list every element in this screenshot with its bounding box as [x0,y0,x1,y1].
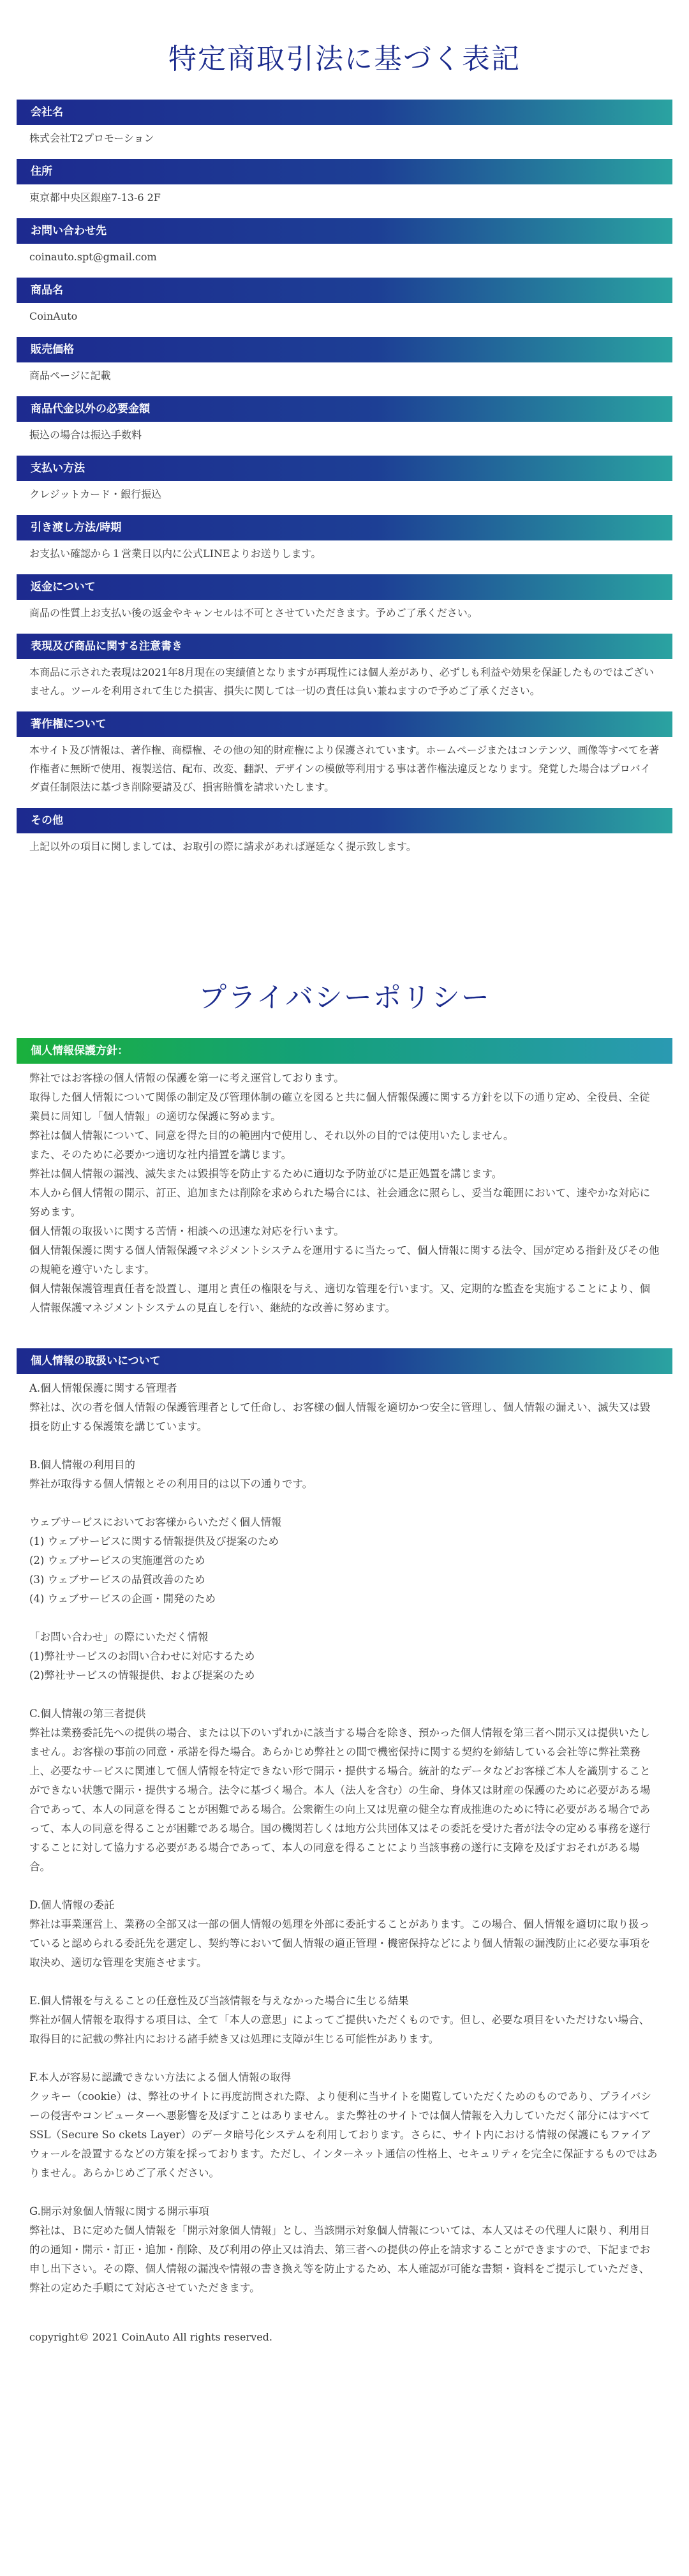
tokusho-title: 特定商取引法に基づく表記 [168,43,521,75]
tokusho-value: お支払い確認から１営業日以内に公式LINEよりお送りします。 [29,547,322,560]
policy-line: 個人情報保護に関する個人情報保護マネジメントシステムを運用するに当たって、個人情報に関する法令、国が定める指針及びその他の規範を遵守いたします。 [29,1244,660,1276]
handling-block-text: (1)弊社サービスのお問い合わせに対応するため [29,1650,255,1662]
policy-body [17,1064,672,1324]
handling-block-text: 弊社は、次の者を個人情報の保護管理者として任命し、お客様の個人情報を適切かつ安全に管理し、個人情報の漏えい、滅失又は毀損を防止する保護策を講じています。 [29,1401,651,1433]
tokusho-label: 表現及び商品に関する注意書き [17,634,672,659]
tokusho-label: 商品名 [17,278,672,303]
handling-block-title: D.個人情報の委託 [29,1899,115,1911]
tokusho-value: クレジットカード・銀行振込 [29,488,162,500]
tokusho-label: お問い合わせ先 [17,218,672,244]
handling-block-text: 弊社が個人情報を取得する項目は、全て「本人の意思」によってご提供いただくものです。但し、必要な項目をいただけない場合、取得目的に記載の弊社内における諸手続き又は処理に支障が生じる可能性があります。 [29,2014,650,2045]
policy-line: また、そのために必要かつ適切な社内措置を講じます。 [29,1149,292,1161]
policy-line: 弊社は個人情報の漏洩、滅失または毀損等を防止するために適切な予防並びに是正処置を講じます。 [29,1168,503,1180]
handling-block-text: 弊社は業務委託先への提供の場合、または以下のいずれかに該当する場合を除き、預かった個人情報を第三者へ開示又は提供いたしません。お客様の事前の同意・承諾を得た場合。あらかじめ弊社との間で機密保持に関する契約を締結している会社等に弊社業務上、必要なサービスに関連して個人情報を特定できない形で開示・提供する場合。統計的なデータなどお客様ご本人を識別することができない状態で開示・提供する場合。法令に基づく場合。本人（法人を含む）の生命、身体又は財産の保護のために必要がある場合であって、本人の同意を得ることが困難である場合。公衆衛生の向上又は児童の健全な育成推進のために特に必要がある場合であって、本人の同意を得ることが困難である場合。国の機関若しくは地方公共団体又はその委託を受けた者が法令の定める事務を遂行することに対して協力する必要がある場合であって、本人の同意を得ることにより当該事務の遂行に支障を及ぼすおそれがある場合。 [29,1727,651,1873]
handling-block-text: 弊社は、Ｂに定めた個人情報を「開示対象個人情報」とし、当該開示対象個人情報については、本人又はその代理人に限り、利用目的の通知・開示・訂正・追加・削除、及び利用の停止又は消去、第三者への提供の停止を請求することができますので、下記までお申し出下さい。その際、個人情報の漏洩や情報の書き換え等を防止するため、本人確認が可能な書類・資料をご提示していただき、弊社の定めた手順にて対応させていただきます。 [29,2224,651,2294]
handling-block-title: B.個人情報の利用目的 [29,1459,135,1471]
tokusho-label: 支払い方法 [17,456,672,481]
handling-block-text: 弊社が取得する個人情報とその利用目的は以下の通りです。 [29,1478,313,1490]
policy-line: 本人から個人情報の開示、訂正、追加または削除を求められた場合には、社会通念に照らし、妥当な範囲において、速やかな対応に努めます。 [29,1187,651,1218]
tokusho-label: 返金について [17,574,672,600]
tokusho-label: 引き渡し方法/時期 [17,515,672,540]
handling-block-title: F.本人が容易に認識できない方法による個人情報の取得 [29,2071,292,2083]
policy-line: 個人情報保護管理責任者を設置し、運用と責任の権限を与え、適切な管理を行います。又、定期的な監査を実施することにより、個人情報保護マネジメントシステムの見直しを行い、継続的な改善に努めます。 [29,1283,651,1314]
handling-block-text: クッキー（cookie）は、弊社のサイトに再度訪問された際、より便利に当サイトを閲覧していただくためのものであり、プライバシーの侵害やコンピューターへ悪影響を及ぼすことはありません。また弊社のサイトでは個人情報を入力していただく部分にはすべてSSL（Secure So ckets Layer）のデータ暗号化システムを利用しております。さらに、サイト内における情報の保護にもファイアウォールを設置するなどの方策を採っております。ただし、インターネット通信の性格上、セキュリティを完全に保証するものではありません。あらかじめご了承ください。 [29,2090,658,2179]
tokusho-section [17,0,672,862]
handling-block-text: 弊社は事業運営上、業務の全部又は一部の個人情報の処理を外部に委託することがあります。この場合、個人情報を適切に取り扱っていると認められる委託先を選定し、契約等において個人情報の適正管理・機密保持などにより個人情報の漏洩防止に必要な事項を取決め、適切な管理を実施させます。 [29,1918,651,1969]
tokusho-label: 会社名 [17,100,672,125]
tokusho-value: 振込の場合は振込手数料 [29,429,142,441]
tokusho-label: 販売価格 [17,337,672,362]
tokusho-value: coinauto.spt@gmail.com [29,251,157,263]
tokusho-value: CoinAuto [29,310,78,322]
tokusho-value: 本商品に示された表現は2021年8月現在の実績値となりますが再現性には個人差があり、必ずしも利益や効果を保証したものではございません。ツールを利用されて生じた損害、損失に関しては一切の責任は負い兼ねますので予めご了承ください。 [29,666,654,697]
handling-block-title: G.開示対象個人情報に関する開示事項 [29,2205,209,2217]
tokusho-label: 住所 [17,159,672,184]
handling-block-text: (3) ウェブサービスの品質改善のため [29,1574,205,1586]
policy-heading: 個人情報保護方針： [17,1038,672,1064]
tokusho-list [17,100,672,862]
handling-body [17,1374,672,2304]
policy-line: 弊社ではお客様の個人情報の保護を第一に考え運営しております。 [29,1072,344,1084]
handling-block-title: A.個人情報保護に関する管理者 [29,1382,177,1394]
handling-block-title: ウェブサービスにおいてお客様からいただく個人情報 [29,1516,282,1528]
handling-block-text: (2) ウェブサービスの実施運営のため [29,1554,205,1567]
tokusho-value: 東京都中央区銀座7-13-6 2F [29,191,161,204]
handling-block-title: 「お問い合わせ」の際にいただく情報 [29,1631,209,1643]
copyright: copyright© 2021 CoinAuto All rights reserved. [29,2331,273,2343]
handling-heading: 個人情報の取扱いについて [17,1348,672,1374]
handling-block-text: (1) ウェブサービスに関する情報提供及び提案のため [29,1535,279,1547]
handling-block-title: E.個人情報を与えることの任意性及び当該情報を与えなかった場合に生じる結果 [29,1995,409,2007]
handling-block-title: C.個人情報の第三者提供 [29,1708,146,1720]
tokusho-label: 著作権について [17,711,672,737]
policy-line: 弊社は個人情報について、同意を得た目的の範囲内で使用し、それ以外の目的では使用いたしません。 [29,1129,514,1142]
privacy-title: プライバシーポリシー [198,981,491,1014]
tokusho-value: 本サイト及び情報は、著作権、商標権、その他の知的財産権により保護されています。ホームページまたはコンテンツ、画像等すべてを著作権者に無断で使用、複製送信、配布、改変、翻訳、デザインの模倣等利用する事は著作権法違反となります。発覚した場合はプロバイダ責任制限法に基づき削除要請及び、損害賠償を請求いたします。 [29,744,660,793]
policy-line: 個人情報の取扱いに関する苦情・相談への迅速な対応を行います。 [29,1225,344,1237]
tokusho-label: その他 [17,808,672,833]
tokusho-value: 株式会社T2プロモーション [29,132,154,144]
policy-line: 取得した個人情報について関係の制定及び管理体制の確立を図ると共に個人情報保護に関する方針を以下の通り定め、全役員、全従業員に周知し「個人情報」の適切な保護に努めます。 [29,1091,650,1122]
tokusho-label: 商品代金以外の必要金額 [17,396,672,422]
handling-block-text: (4) ウェブサービスの企画・開発のため [29,1593,216,1605]
handling-block-text: (2)弊社サービスの情報提供、および提案のため [29,1669,255,1681]
tokusho-value: 上記以外の項目に関しましては、お取引の際に請求があれば遅延なく提示致します。 [29,840,417,852]
tokusho-value: 商品の性質上お支払い後の返金やキャンセルは不可とさせていただきます。予めご了承ください。 [29,607,478,619]
privacy-section [17,939,672,2381]
tokusho-value: 商品ページに記載 [29,369,111,382]
